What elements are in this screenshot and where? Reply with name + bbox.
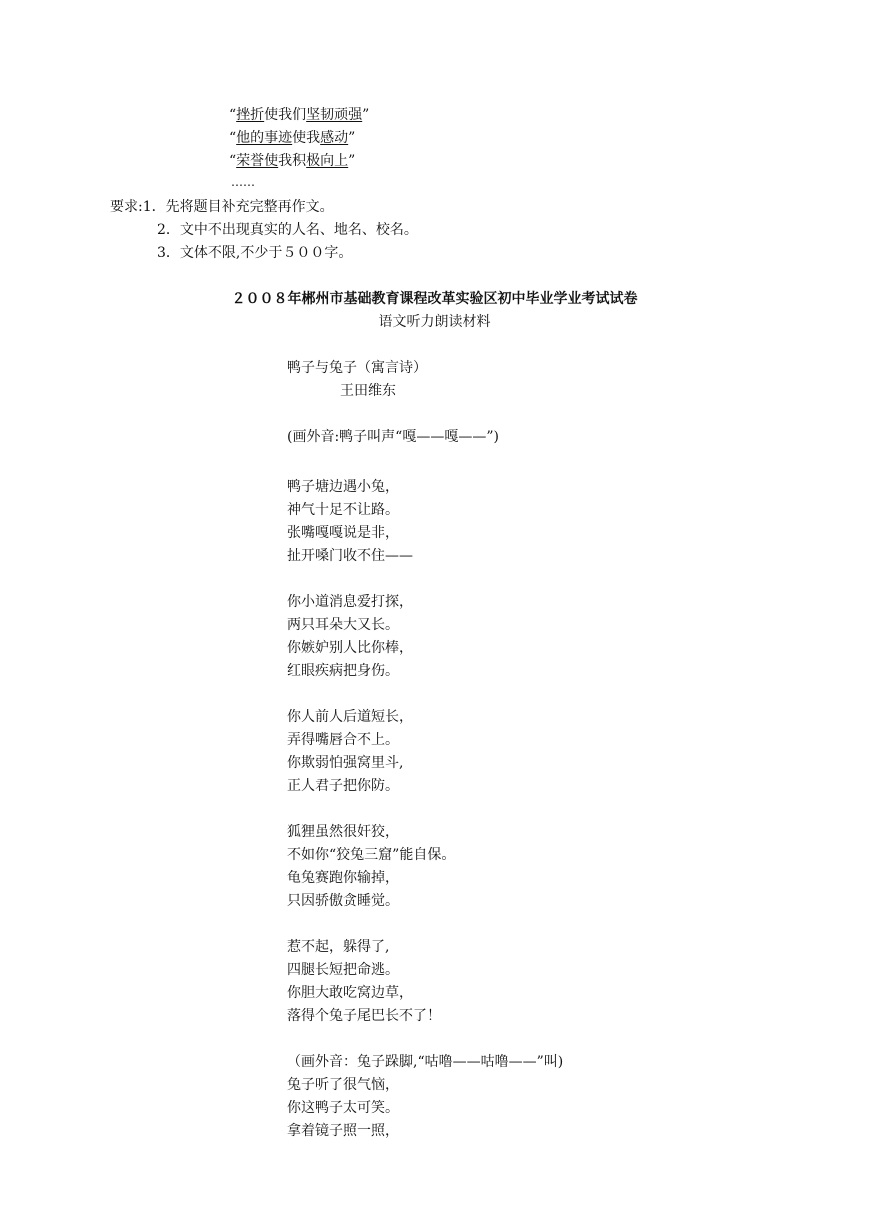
poem-line: 你欺弱怕强窝里斗, <box>287 755 404 771</box>
poem-line: 龟兔赛跑你输掉， <box>287 870 399 886</box>
poem-stanza-3 <box>287 706 563 798</box>
exam-subtitle: 语文听力朗读材料 <box>378 314 491 330</box>
plain-phrase: 我积 <box>278 153 307 169</box>
open-quote: “ <box>229 130 237 146</box>
example-topic-1 <box>229 108 369 122</box>
poem-line: 张嘴嘎嘎说是非， <box>287 525 399 541</box>
poem-line: 弄得嘴唇合不上。 <box>287 732 399 748</box>
poem-stanza-6 <box>287 1051 563 1143</box>
poem-line: 红眼疾病把身伤。 <box>287 663 399 679</box>
poem-line: 神气十足不让路。 <box>287 502 399 518</box>
poem-line: 四腿长短把命逃。 <box>287 962 399 978</box>
poem-line: 拿着镜子照一照， <box>287 1123 399 1139</box>
poem-line: 只因骄傲贪睡觉。 <box>287 893 399 909</box>
open-quote: “ <box>229 107 237 123</box>
sound-effect-duck: (画外音:鸭子叫声“嘎——嘎——”) <box>287 429 499 445</box>
poem-line: 正人君子把你防。 <box>287 778 399 794</box>
poem-body <box>287 476 563 1143</box>
underlined-phrase: 感动 <box>320 130 349 146</box>
poem-line: 落得个兔子尾巴长不了！ <box>287 1008 441 1024</box>
poem-author: 王田维东 <box>340 383 396 399</box>
poem-stanza-4 <box>287 821 563 913</box>
poem-line: 惹不起，躲得了, <box>287 939 390 955</box>
underlined-phrase: 坚韧顽强 <box>306 107 363 123</box>
poem-stanza-1 <box>287 476 563 568</box>
close-quote: ” <box>348 153 356 169</box>
close-quote: ” <box>362 107 370 123</box>
requirement-item-2: 2．文中不出现真实的人名、地名、校名。 <box>157 222 418 238</box>
example-topic-2 <box>229 131 355 145</box>
close-quote: ” <box>348 130 356 146</box>
poem-line: 你这鸭子太可笑。 <box>287 1100 399 1116</box>
plain-phrase: 使我 <box>292 130 321 146</box>
poem-line: 兔子听了很气恼， <box>287 1077 399 1093</box>
requirements-label: 要求: <box>110 199 143 215</box>
open-quote: “ <box>229 153 237 169</box>
poem-line: 两只耳朵大又长。 <box>287 617 399 633</box>
exam-title: ２００８年郴州市基础教育课程改革实验区初中毕业学业考试试卷 <box>231 291 638 307</box>
poem-line: 不如你“狡兔三窟”能自保。 <box>287 847 456 863</box>
poem-line: 扯开嗓门收不住—— <box>287 548 413 564</box>
poem-stanza-5 <box>287 936 563 1028</box>
poem-line: 鸭子塘边遇小兔， <box>287 479 399 495</box>
requirement-item-1: 1．先将题目补充完整再作文。 <box>142 199 334 215</box>
poem-line: 你小道消息爱打探， <box>287 594 413 610</box>
poem-line: 你嫉妒别人比你棒， <box>287 640 413 656</box>
requirement-item-3: 3．文体不限,不少于５００字。 <box>157 245 353 261</box>
underlined-phrase: 荣誉使 <box>236 153 279 169</box>
underlined-phrase: 极向上 <box>306 153 349 169</box>
poem-line: 狐狸虽然很奸狡， <box>287 824 399 840</box>
sound-effect-rabbit: （画外音：兔子跺脚,“咕噜——咕噜——”叫) <box>287 1054 564 1070</box>
underlined-phrase: 他的事迹 <box>236 130 293 146</box>
requirements-block <box>110 200 334 214</box>
example-topic-3 <box>229 154 355 168</box>
underlined-phrase: 挫折 <box>236 107 265 123</box>
poem-title: 鸭子与兔子（寓言诗） <box>287 360 427 376</box>
poem-stanza-2 <box>287 591 563 683</box>
poem-line: 你人前人后道短长， <box>287 709 413 725</box>
plain-phrase: 使我们 <box>264 107 307 123</box>
poem-line: 你胆大敢吃窝边草， <box>287 985 413 1001</box>
ellipsis: …… <box>231 175 255 189</box>
